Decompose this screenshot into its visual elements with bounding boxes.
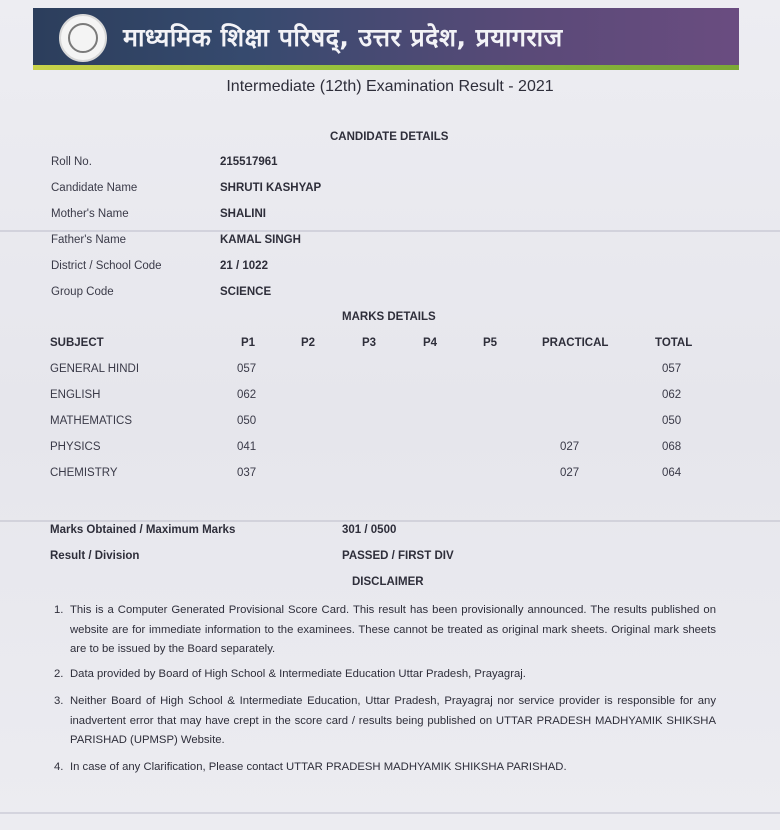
subject-cell: ENGLISH xyxy=(50,389,101,401)
practical-cell: 027 xyxy=(560,441,580,453)
subject-cell: CHEMISTRY xyxy=(50,467,118,479)
subject-cell: MATHEMATICS xyxy=(50,415,132,427)
group-code-label: Group Code xyxy=(51,286,114,298)
exam-title: Intermediate (12th) Examination Result - 2021 xyxy=(226,78,554,95)
header-subject: SUBJECT xyxy=(50,337,104,349)
total-cell: 057 xyxy=(662,363,682,375)
banner-stripe xyxy=(33,65,739,70)
group-code-value: SCIENCE xyxy=(220,286,272,298)
candidate-name-label: Candidate Name xyxy=(51,182,138,194)
header-total: TOTAL xyxy=(655,337,693,349)
header-p2: P2 xyxy=(301,337,316,349)
disclaimer-number: 1. xyxy=(54,604,64,616)
total-cell: 050 xyxy=(662,415,682,427)
header-practical: PRACTICAL xyxy=(542,337,609,349)
total-cell: 068 xyxy=(662,441,682,453)
candidate-name-value: SHRUTI KASHYAP xyxy=(220,182,322,194)
practical-cell: 027 xyxy=(560,467,580,479)
header-p5: P5 xyxy=(483,337,498,349)
disclaimer-text: In case of any Clarification, Please contact UTTAR PRADESH MADHYAMIK SHIKSHA PARISHAD. xyxy=(70,761,567,773)
marks-obtained-value: 301 / 0500 xyxy=(342,524,397,536)
disclaimer-number: 4. xyxy=(54,761,64,773)
district-school-code-label: District / School Code xyxy=(51,260,162,272)
p1-cell: 062 xyxy=(237,389,257,401)
p1-cell: 037 xyxy=(237,467,257,479)
marks-obtained-label: Marks Obtained / Maximum Marks xyxy=(50,524,236,536)
header-p3: P3 xyxy=(362,337,377,349)
subject-cell: GENERAL HINDI xyxy=(50,363,140,375)
roll-no-label: Roll No. xyxy=(51,156,92,168)
p1-cell: 057 xyxy=(237,363,257,375)
mother-name-value: SHALINI xyxy=(220,208,266,220)
result-division-label: Result / Division xyxy=(50,550,140,562)
paper-crease xyxy=(0,812,780,814)
p1-cell: 041 xyxy=(237,441,257,453)
disclaimer-item xyxy=(54,665,716,685)
total-cell: 064 xyxy=(662,467,682,479)
mother-name-label: Mother's Name xyxy=(51,208,129,220)
disclaimer-number: 3. xyxy=(54,695,64,707)
result-division-value: PASSED / FIRST DIV xyxy=(342,550,454,562)
total-cell: 062 xyxy=(662,389,682,401)
disclaimer-item xyxy=(54,758,716,778)
father-name-label: Father's Name xyxy=(51,234,127,246)
board-seal-icon xyxy=(59,14,107,62)
paper-crease xyxy=(0,230,780,232)
candidate-section-title: CANDIDATE DETAILS xyxy=(330,131,449,143)
roll-no-value: 215517961 xyxy=(220,156,278,168)
disclaimer-title: DISCLAIMER xyxy=(352,576,424,588)
disclaimer-text: Data provided by Board of High School & Intermediate Education Uttar Pradesh, Prayagraj. xyxy=(70,668,526,680)
district-school-code-value: 21 / 1022 xyxy=(220,260,268,272)
disclaimer-text: This is a Computer Generated Provisional Score Card. This result has been provisionally announced. The results published on website are for immediate information to the examinees. These cannot be treated as original mark sheets. Original mark sheets are to be issued by the Board separately. xyxy=(70,604,716,655)
disclaimer-number: 2. xyxy=(54,668,64,680)
header-p4: P4 xyxy=(423,337,438,349)
father-name-value: KAMAL SINGH xyxy=(220,234,301,246)
disclaimer-item xyxy=(54,601,716,660)
subject-cell: PHYSICS xyxy=(50,441,101,453)
marks-section-title: MARKS DETAILS xyxy=(342,311,436,323)
disclaimer-text: Neither Board of High School & Intermediate Education, Uttar Pradesh, Prayagraj nor service provider is responsible for any inadvertent error that may have crept in the score card / results being published on UTTAR PRADESH MADHYAMIK SHIKSHA PARISHAD (UPMSP) Website. xyxy=(70,695,716,746)
header-p1: P1 xyxy=(241,337,256,349)
paper-crease xyxy=(0,520,780,522)
disclaimer-item xyxy=(54,692,716,751)
p1-cell: 050 xyxy=(237,415,257,427)
board-name: माध्यमिक शिक्षा परिषद्, उत्तर प्रदेश, प्रयागराज xyxy=(123,23,563,52)
board-banner xyxy=(33,8,739,70)
